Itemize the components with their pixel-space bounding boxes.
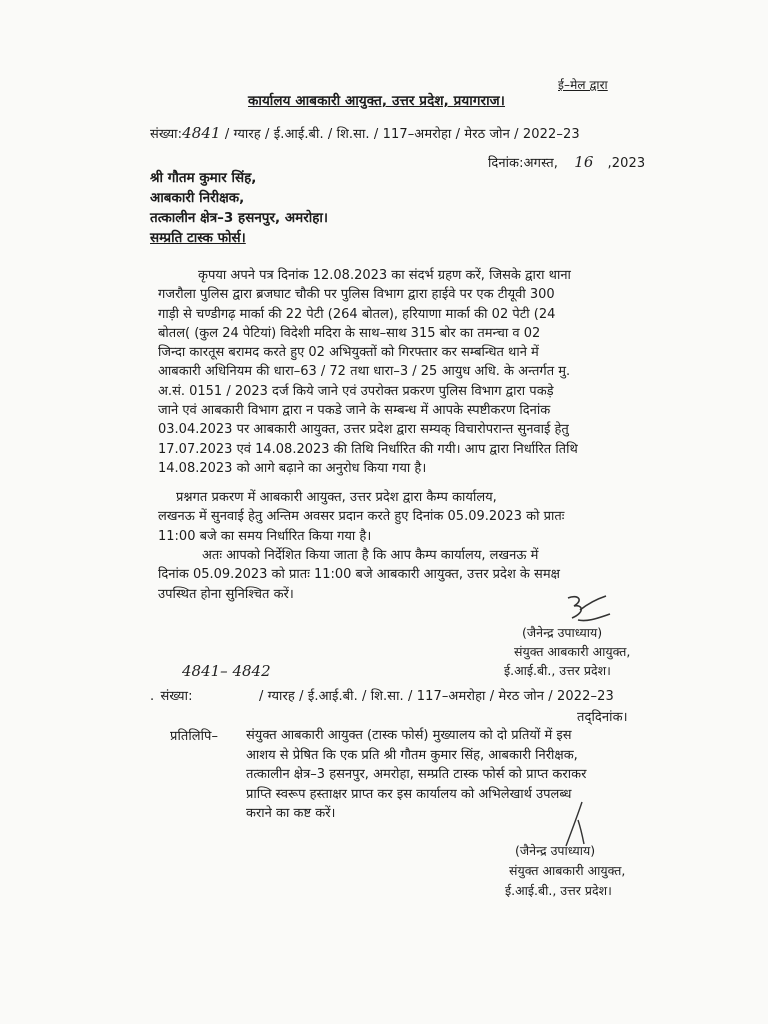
body-line: 17.07.2023 एवं 14.08.2023 की तिथि निर्धारित की गयी। आप द्वारा निर्धारित तिथि <box>158 441 578 457</box>
body-line: गाड़ी से चण्डीगढ़ मार्का की 22 पेटी (264 बोतल), हरियाणा मार्का की 02 पेटी (24 <box>158 306 556 322</box>
copy-to-line: कराने का कष्ट करें। <box>246 806 336 821</box>
reference-number-handwritten: 4841 <box>182 124 221 142</box>
body-line: जिन्दा कारतूस बरामद करते हुए 02 अभियुक्तों को गिरफ्तार कर सम्बन्धित थाने में <box>158 345 539 361</box>
copy-to-line: संयुक्त आबकारी आयुक्त (टास्क फोर्स) मुख्यालय को दो प्रतियों में इस <box>246 728 572 743</box>
body-line: अ.सं. 0151 / 2023 दर्ज किये जाने एवं उपरोक्त प्रकरण पुलिस विभाग द्वारा पकड़े <box>158 383 554 399</box>
body-line: प्रश्नगत प्रकरण में आबकारी आयुक्त, उत्तर प्रदेश द्वारा कैम्प कार्यालय, <box>176 490 497 505</box>
body-line: 03.04.2023 पर आबकारी आयुक्त, उत्तर प्रदेश द्वारा सम्यक् विचारोपरान्त सुनवाई हेतु <box>158 422 569 438</box>
body-paragraph-1 <box>158 266 578 478</box>
body-line: लखनऊ में सुनवाई हेतु अन्तिम अवसर प्रदान करते हुए दिनांक 05.09.2023 को प्रातः <box>158 509 565 525</box>
date-label: दिनांक:अगस्त, <box>488 156 558 171</box>
addressee-line: श्री गौतम कुमार सिंह, <box>150 170 257 186</box>
body-line: अतः आपको निर्देशित किया जाता है कि आप कैम्प कार्यालय, लखनऊ में <box>202 548 539 563</box>
signatory-office: ई.आई.बी., उत्तर प्रदेश। <box>505 883 612 898</box>
reference-rest: / ग्यारह / ई.आई.बी. / शि.सा. / 117–अमरोहा / मेरठ जोन / 2022–23 <box>224 127 580 142</box>
copy-to-line: प्राप्ति स्वरूप हस्ताक्षर प्राप्त कर इस कार्यालय को अभिलेखार्थ उपलब्ध <box>246 786 572 802</box>
signature-block-1 <box>504 623 630 680</box>
reference-date <box>488 153 645 171</box>
copy-reference-prefix: संख्या: <box>160 689 193 704</box>
addressee-line: आबकारी निरीक्षक, <box>150 190 245 206</box>
signature-block-2 <box>505 841 625 901</box>
body-line: आबकारी अधिनियम की धारा–63 / 72 तथा धारा–3 / 25 आयुध अधि. के अन्तर्गत मु. <box>158 364 571 380</box>
body-line: जाने एवं आबकारी विभाग द्वारा न पकडे जाने के सम्बन्ध में आपके स्पष्टीकरण दिनांक <box>158 403 551 419</box>
body-line: गजरौला पुलिस द्वारा ब्रजघाट चौकी पर पुलिस विभाग द्वारा हाईवे पर एक टीयूवी 300 <box>158 287 555 303</box>
body-line: बोतल( (कुल 24 पेटियां) विदेशी मदिरा के साथ–साथ 315 बोर का तमन्चा व 02 <box>158 325 541 341</box>
signatory-name: (जैनेन्द्र उपाध्याय) <box>522 625 603 640</box>
date-year: ,2023 <box>607 156 646 171</box>
copy-number-handwritten: 4841– 4842 <box>182 662 271 680</box>
office-title: कार्यालय आबकारी आयुक्त, उत्तर प्रदेश, प्रयागराज। <box>248 93 506 109</box>
copy-reference-line: . संख्या: / ग्यारह / ई.आई.बी. / शि.सा. / 117–अमरोहा / मेरठ जोन / 2022–23 <box>150 689 614 704</box>
body-line: उपस्थित होना सुनिश्चित करें। <box>158 586 294 602</box>
copy-reference-rest: / ग्यारह / ई.आई.बी. / शि.सा. / 117–अमरोहा / मेरठ जोन / 2022–23 <box>259 689 614 704</box>
copy-to-line: तत्कालीन क्षेत्र–3 हसनपुर, अमरोहा, सम्प्रति टास्क फोर्स को प्राप्त कराकर <box>246 767 587 782</box>
signatory-designation: संयुक्त आबकारी आयुक्त, <box>514 644 631 659</box>
reference-prefix: संख्या: <box>150 127 183 142</box>
body-paragraph-2 <box>158 488 564 546</box>
signature-scribble-1 <box>560 592 620 626</box>
copy-to-line: आशय से प्रेषित कि एक प्रति श्री गौतम कुमार सिंह, आबकारी निरीक्षक, <box>246 747 578 763</box>
addressee-line: तत्कालीन क्षेत्र–3 हसनपुर, अमरोहा। <box>150 210 329 226</box>
body-paragraph-3 <box>158 546 560 604</box>
signatory-office: ई.आई.बी., उत्तर प्रदेश। <box>504 663 611 678</box>
reference-line <box>150 124 580 142</box>
copy-reference-date: तद्‌दिनांक। <box>577 710 628 725</box>
email-note: ई–मेल द्वारा <box>558 78 608 92</box>
copy-to-label: प्रतिलिपि– <box>170 729 219 744</box>
body-line: कृपया अपने पत्र दिनांक 12.08.2023 का संदर्भ ग्रहण करें, जिसके द्वारा थाना <box>198 268 571 283</box>
date-day-handwritten: 16 <box>574 153 594 171</box>
signatory-name: (जैनेन्द्र उपाध्याय) <box>515 843 596 858</box>
copy-to-body <box>246 726 586 824</box>
body-line: 11:00 बजे का समय निर्धारित किया गया है। <box>158 528 372 544</box>
signatory-designation: संयुक्त आबकारी आयुक्त, <box>509 863 626 878</box>
body-line: 14.08.2023 को आगे बढ़ाने का अनुरोध किया गया है। <box>158 460 427 476</box>
addressee-block <box>150 168 328 248</box>
body-line: दिनांक 05.09.2023 को प्रातः 11:00 बजे आबकारी आयुक्त, उत्तर प्रदेश के समक्ष <box>158 567 560 583</box>
addressee-line: सम्प्रति टास्क फोर्स। <box>150 230 246 246</box>
